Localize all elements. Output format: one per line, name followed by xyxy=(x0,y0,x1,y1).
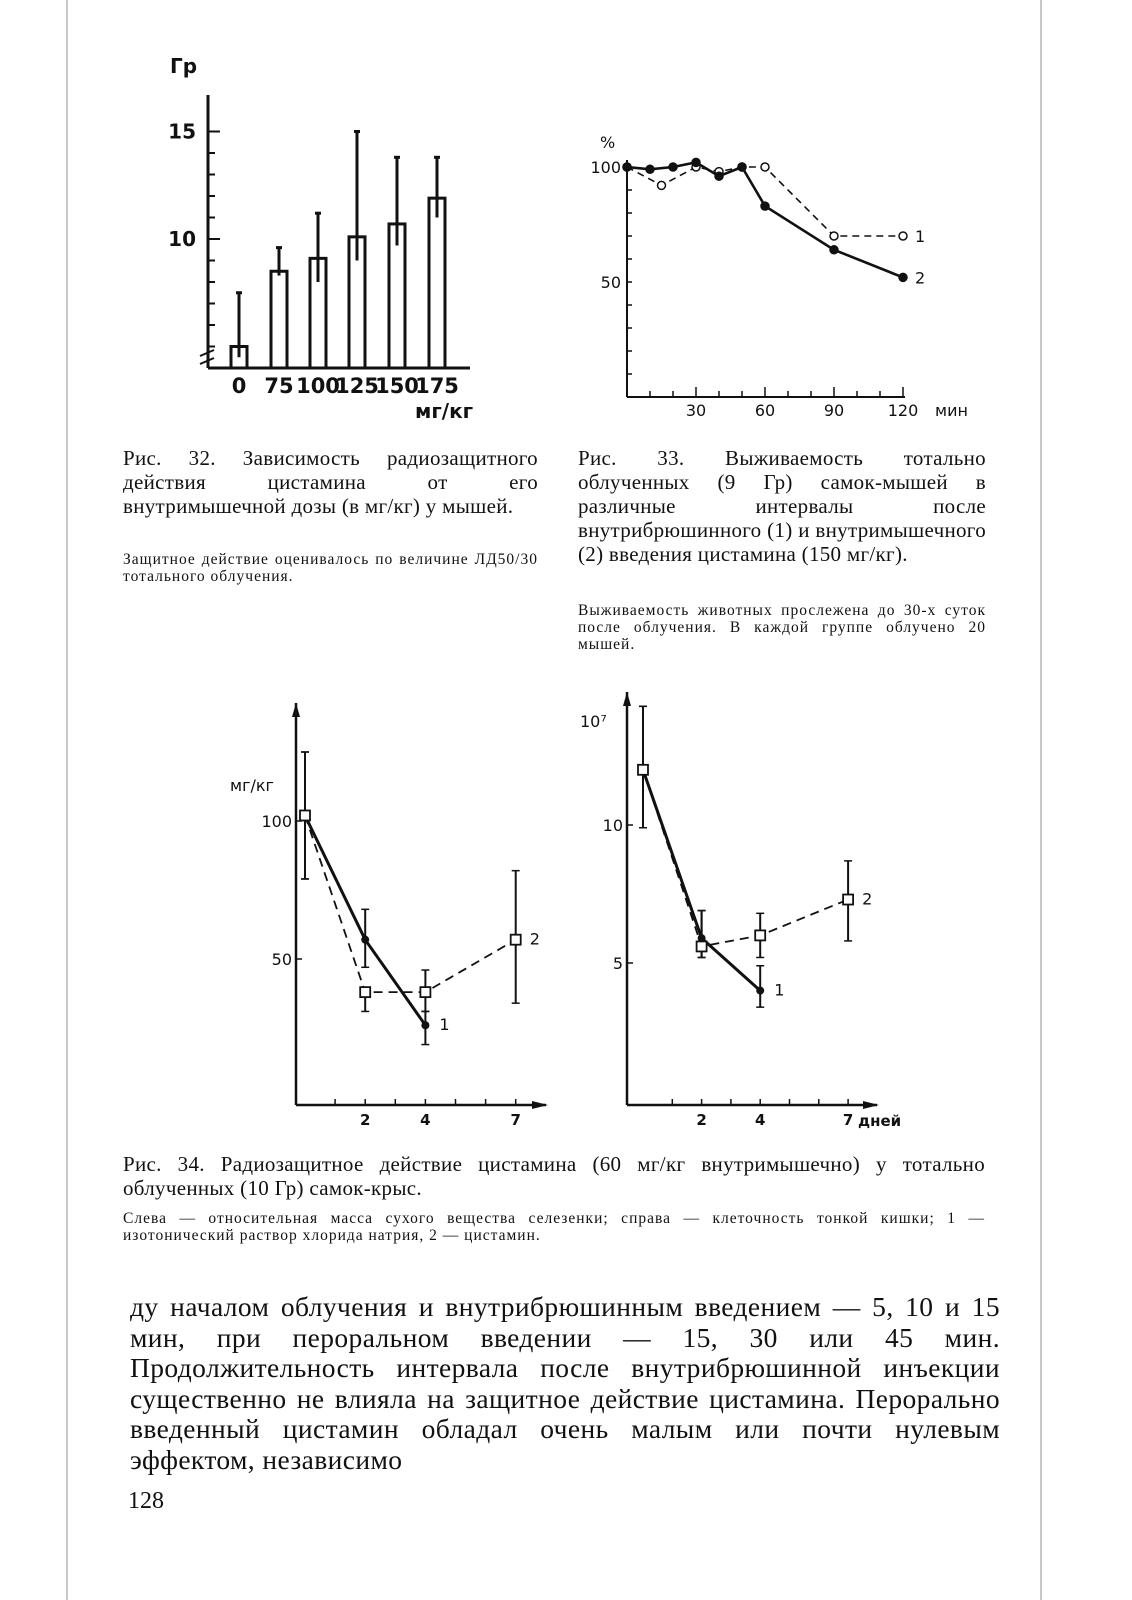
fig34-left-xtick-label: 4 xyxy=(420,1111,431,1129)
fig34-right-xtick-label: 4 xyxy=(754,1111,766,1129)
fig34-right-xtick-label: 2 xyxy=(696,1111,707,1129)
fig32-ytick-label: 15 xyxy=(168,119,196,144)
fig32-xtick-label: 0 xyxy=(231,374,247,398)
fig32-xtick-label: 100 xyxy=(296,374,340,398)
fig34-left-point xyxy=(421,1021,429,1029)
fig33-ylabel: % xyxy=(600,133,616,152)
fig34-note: Слева — относительная масса сухого вещества селезенки; справа — клеточность тонкой кишки; 1 — изотонический раствор хлорида натрия, 2 — цистамин. xyxy=(123,1210,985,1244)
fig34-xunit: дней xyxy=(858,1112,902,1130)
fig33-caption: Рис. 33. Выживаемость тотально облученных (9 Гр) самок-мышей в различные интервалы после внутрибрюшинного (1) и внутримышечного (2) введения цистамина (150 мг/кг). xyxy=(578,446,986,566)
fig34-right-point xyxy=(756,987,764,995)
page-number: 128 xyxy=(128,1488,164,1514)
fig32-xtick-label: 125 xyxy=(335,374,379,398)
fig34-left-xtick-label: 2 xyxy=(359,1111,371,1129)
fig34-right-point xyxy=(843,895,853,905)
fig32-note: Защитное действие оценивалось по величине ЛД50/30 тотального облучения. xyxy=(123,551,538,585)
fig32-ytick-label: 10 xyxy=(168,227,196,251)
fig32-xtick-label: 150 xyxy=(375,374,419,398)
fig33-ytick-label: 50 xyxy=(600,273,621,292)
fig34-left-series-label: 2 xyxy=(529,929,540,949)
fig34-right-ylabel: 10⁷ xyxy=(580,712,607,731)
fig34-left-series-label: 1 xyxy=(439,1015,450,1035)
fig32-caption: Рис. 32. Зависимость радиозащитного действия цистамина от его внутримышечной дозы (в мг/кг) у мышей. xyxy=(123,446,538,518)
fig34-left-point xyxy=(360,987,370,997)
fig33-series-label: 1 xyxy=(915,227,926,246)
fig34-caption: Рис. 34. Радиозащитное действие цистамина (60 мг/кг внутримышечно) у тотально облученных (10 Гр) самок-крыс. xyxy=(123,1152,985,1200)
fig33-ytick-label: 100 xyxy=(590,158,621,177)
fig34-left-ylabel: мг/кг xyxy=(230,776,274,795)
fig34-right-series-label: 1 xyxy=(774,980,785,1000)
fig34-left-point xyxy=(300,810,310,820)
fig33-xtick-label: 60 xyxy=(754,401,776,420)
fig32-xunit: мг/кг xyxy=(415,399,474,423)
fig34-right-point xyxy=(697,941,707,951)
fig32-xtick-label: 175 xyxy=(415,374,459,398)
fig32-xtick-label: 75 xyxy=(264,374,294,398)
fig34-right-point xyxy=(638,765,648,775)
fig34-left-point xyxy=(361,936,369,944)
fig34-left-point xyxy=(420,987,430,997)
fig34-right-ytick-label: 10 xyxy=(602,816,623,835)
fig34-right-point xyxy=(755,930,765,940)
fig34-right-xtick-label: 7 xyxy=(842,1111,854,1129)
fig34-left-xtick-label: 7 xyxy=(510,1111,521,1129)
fig34-right-x-arrow xyxy=(863,1101,879,1109)
fig34-left-y-arrow xyxy=(292,703,300,717)
fig34-left-ytick-label: 100 xyxy=(261,812,292,831)
body-paragraph: ду началом облучения и внутрибрюшинным введением — 5, 10 и 15 мин, при пероральном введении — 15, 30 или 45 мин. Продолжительность интервала после внутрибрюшинной инъекции существенно не влияла на защитное действие цистамина. Перорально введенный цистамин обладал очень малым или почти нулевым эффектом, независимо xyxy=(130,1291,1000,1475)
fig34-right-y-arrow xyxy=(623,692,631,706)
fig32-ylabel: Гр xyxy=(170,54,198,78)
fig34-left-x-arrow xyxy=(532,1101,548,1109)
fig33-xtick-label: 30 xyxy=(685,401,707,420)
fig33-xunit: мин xyxy=(935,401,968,420)
fig34-right-series-label: 2 xyxy=(862,889,873,909)
fig33-xtick-label: 120 xyxy=(887,401,919,420)
fig33-note: Выживаемость животных прослежена до 30-х суток после облучения. В каждой группе облучено 20 мышей. xyxy=(578,602,986,653)
fig33-series-label: 2 xyxy=(915,268,926,288)
fig34-right-ytick-label: 5 xyxy=(612,954,623,973)
fig33-xtick-label: 90 xyxy=(823,401,845,420)
fig34-left-ytick-label: 50 xyxy=(271,950,292,969)
fig34-left-point xyxy=(511,935,521,945)
fig34-left-series-line xyxy=(305,815,516,992)
